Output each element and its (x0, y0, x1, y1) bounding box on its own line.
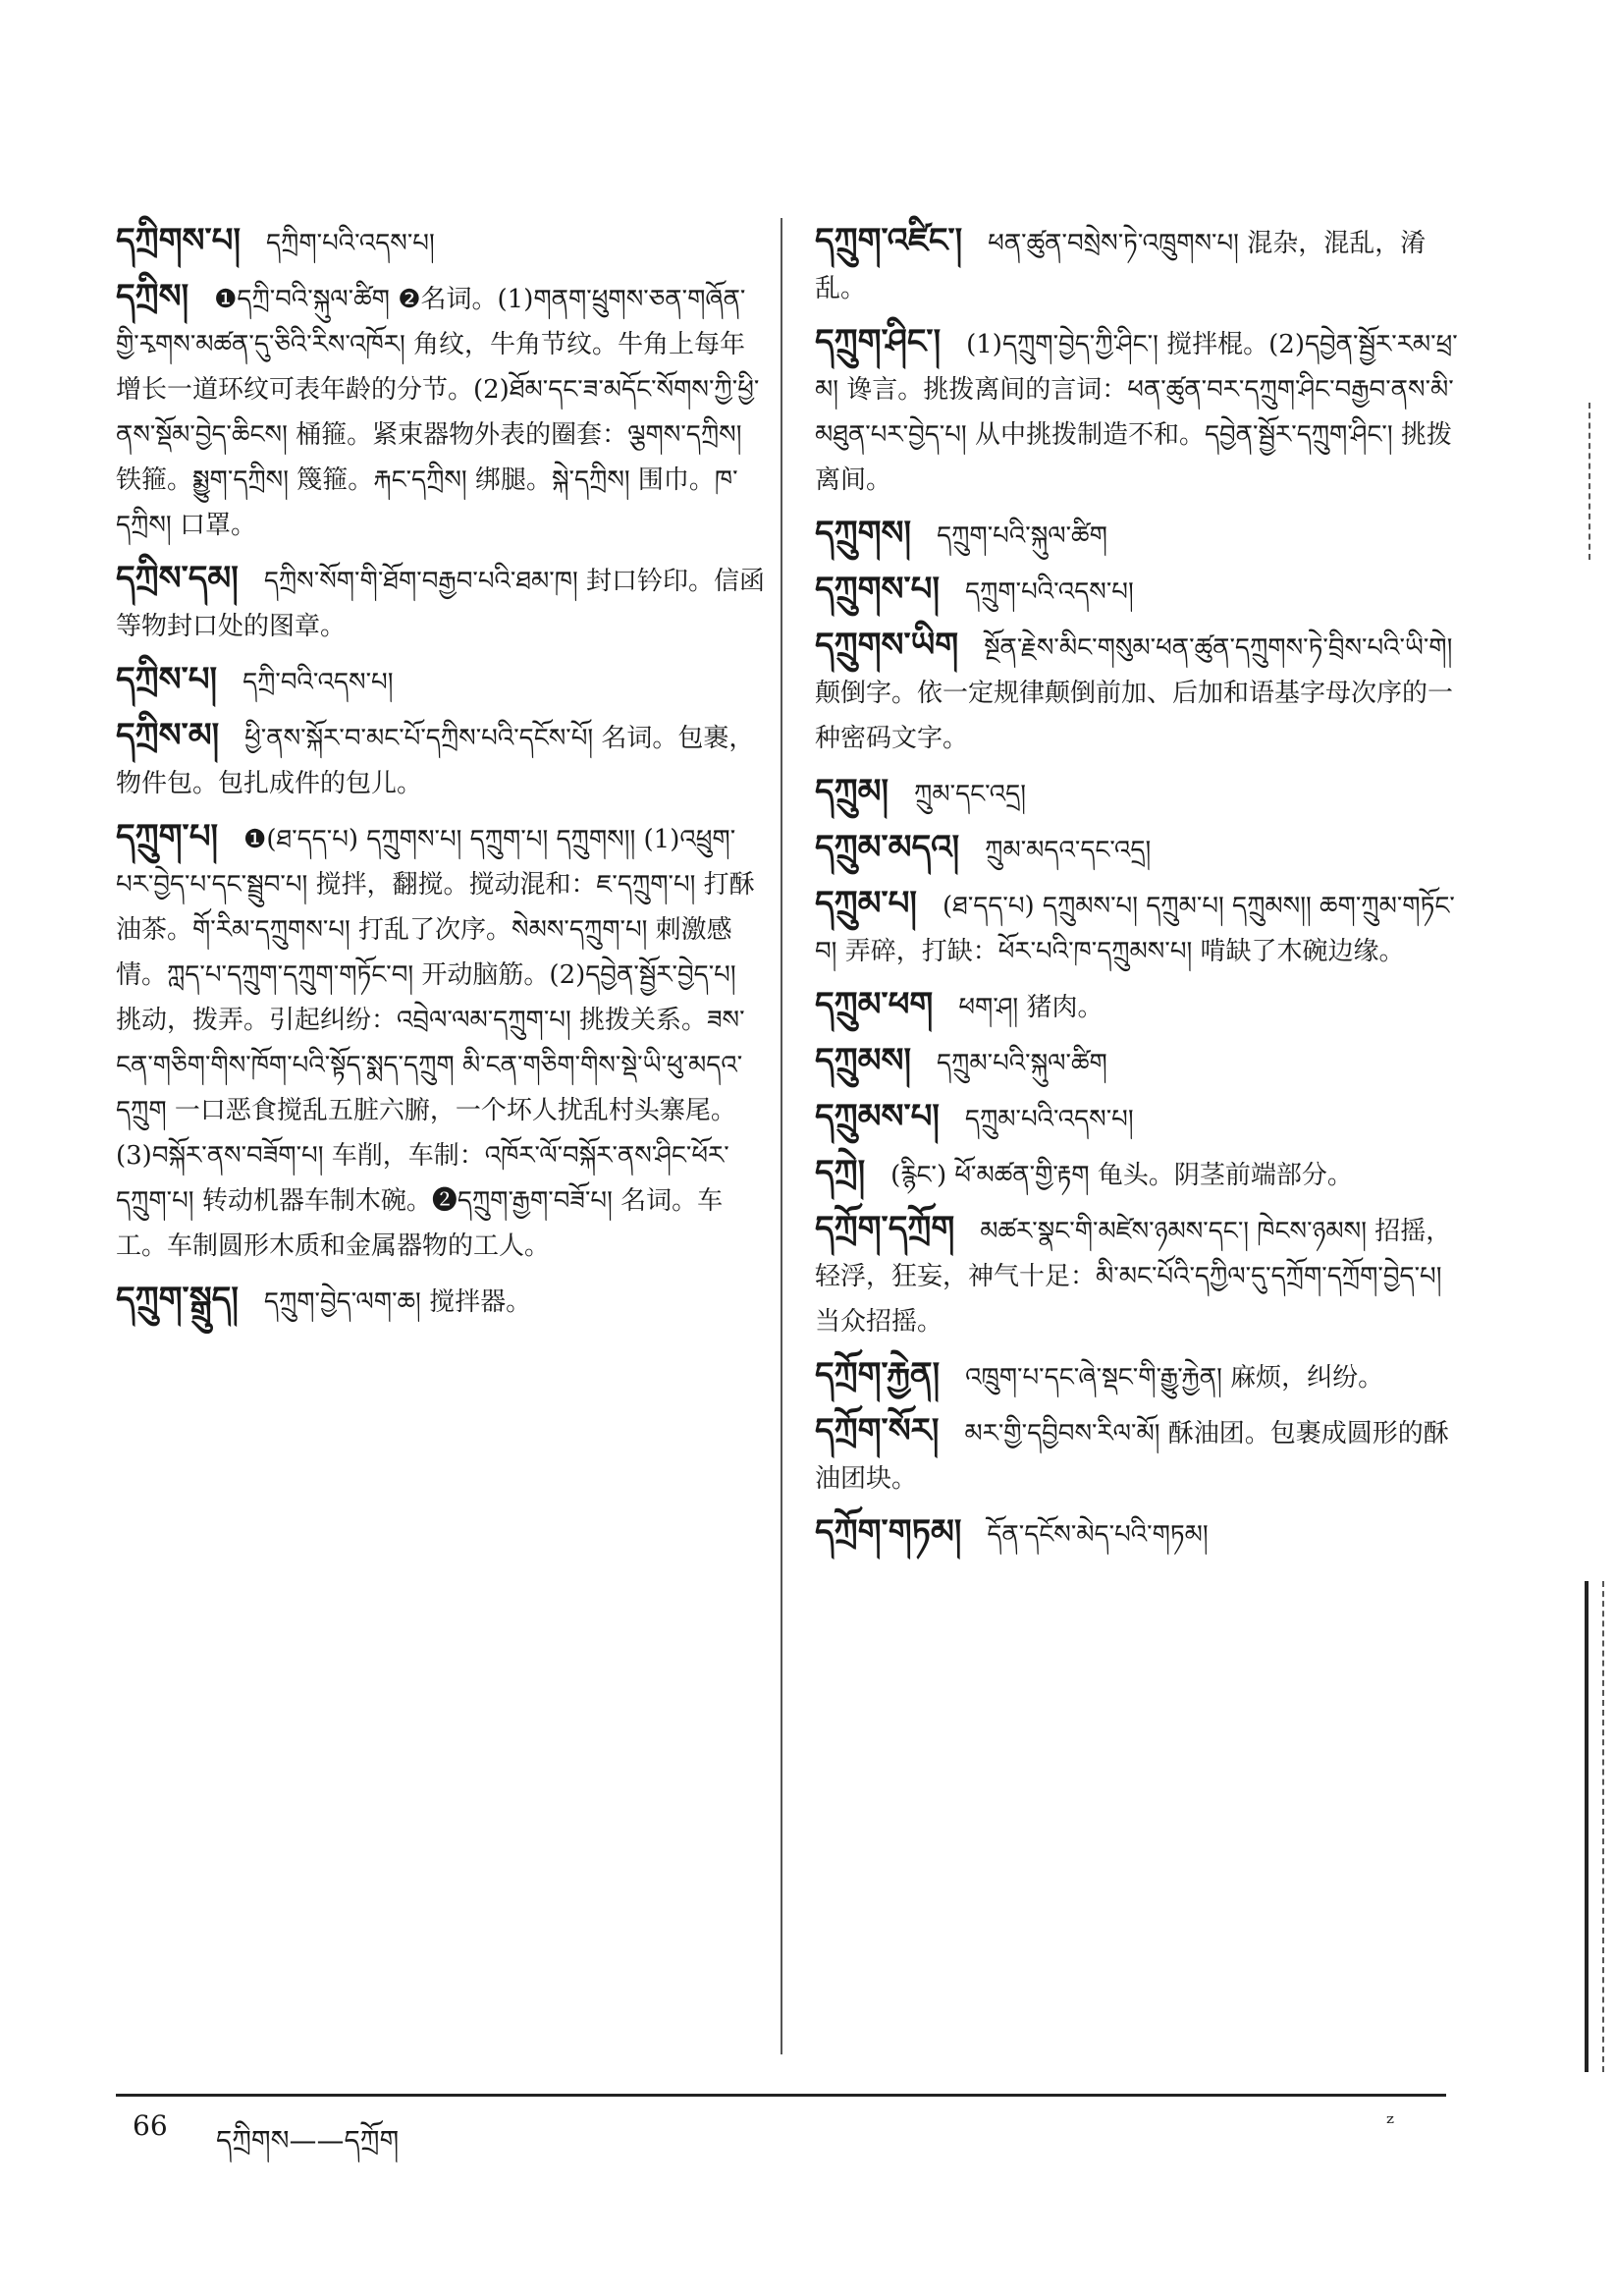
dictionary-entry (116, 814, 769, 1269)
entry-headword: དཀྲུམ་ཕག (815, 985, 934, 1024)
entry-definition: (1)དཀྲུག་བྱེད་ཀྱི་ཤིང་། 搅拌棍。(2)དབྱེན་སྦྱོར་རམ་ཕྲ་མ། 谗言。挑拨离间的言词：ཕན་ཚུན་བར་དཀྲུག་ཤིང་བརྒྱབ་ནས་མི་མཐུན་པར་བྱེད་པ། 从中挑拨制造不和。དབྱེན་སྦྱོར་དཀྲུག་ཤིང་། 挑拨离间。 (815, 330, 1458, 495)
entry-headword: དཀྲུགས་ཡིག (815, 626, 959, 665)
entry-definition: ཕན་ཚུན་བསྲེས་ཏེ་འཁྲུགས་པ། 混杂，混乱，淆乱。 (815, 229, 1427, 303)
entry-definition: དོན་དངོས་མེད་པའི་གཏམ། (987, 1520, 1209, 1550)
dictionary-entry (815, 1094, 1465, 1142)
dictionary-entry (116, 1277, 769, 1325)
dictionary-entry (815, 881, 1465, 974)
entry-definition: དཀྲུམ་པའི་སྐུལ་ཚིག (937, 1049, 1107, 1078)
dictionary-entry (116, 274, 769, 548)
footer-rule (116, 2094, 1446, 2097)
signature-mark: ᶻ (1386, 2109, 1394, 2137)
entry-headword: དཀྲུག་འཛིང་། (815, 221, 963, 260)
entry-headword: དཀྲིས། (116, 277, 189, 316)
dictionary-entry (815, 825, 1465, 873)
entry-headword: དཀྲུགས་པ། (815, 570, 940, 609)
column-divider (781, 218, 782, 2054)
entry-definition: དཀྲུག་བྱེད་ལག་ཆ། 搅拌器。 (263, 1287, 532, 1317)
entry-definition: དཀྲིས་སོག་གི་ཐོག་བརྒྱབ་པའི་ཐམ་ཁ། 封口钤印。信函等物封口处的图章。 (116, 567, 765, 641)
scan-edge-mark (1585, 1581, 1604, 2072)
entry-definition: ཕག་ཤ། 猪肉。 (958, 993, 1104, 1022)
right-column (815, 218, 1465, 1565)
dictionary-entry (815, 511, 1465, 559)
left-column (116, 218, 769, 1333)
dictionary-entry (815, 218, 1465, 311)
entry-headword: དཀྲུམས་པ། (815, 1097, 940, 1136)
dictionary-entry (116, 713, 769, 806)
entry-definition: ཀྲུམ་དང་འདྲ། (914, 780, 1027, 809)
entry-definition: དཀྲུག་པའི་འདས་པ། (965, 577, 1134, 607)
entry-definition: དཀྲུམ་པའི་འདས་པ། (964, 1105, 1134, 1134)
entry-definition: ❶(ཐ་དད་པ) དཀྲུགས་པ། དཀྲུག་པ། དཀྲུགས།། (1)འཕྲུག་པར་བྱེད་པ་དང་སྦྲུབ་པ། 搅拌，翻搅。搅动混和：ཇ་དཀྲུག་པ། 打酥油茶。གོ་རིམ་དཀྲུགས་པ། 打乱了次序。སེམས་དཀྲུག་པ། 刺激感情。ཀླད་པ་དཀྲུག་དཀྲུག་གཏོང་བ། 开动脑筋。(2)དབྱེན་སྦྱོར་བྱེད་པ། 挑动，拨弄。引起纠纷：འབྲེལ་ལམ་དཀྲུག་པ། 挑拨关系。ཟས་ངན་གཅིག་གིས་ཁོག་པའི་སྟོད་སྨད་དཀྲུག མི་ངན་གཅིག་གིས་སྡེ་ཡི་ཕུ་མདའ་དཀྲུག 一口恶食搅乱五脏六腑，一个坏人扰乱村头寨尾。(3)བསྐོར་ནས་བཟོག་པ། 车削，车制：འཁོར་ལོ་བསྐོར་ནས་ཤིང་ཕོར་དཀྲུག་པ། 转动机器车制木碗。❷དཀྲུག་རྒྱག་བཟོ་པ། 名词。车工。车制圆形木质和金属器物的工人。 (116, 825, 755, 1261)
entry-definition: ❶དཀྲི་བའི་སྐུལ་ཚིག ❷名词。(1)གནག་ཕྲུགས་ཅན་གཞོན་གྱི་རྭགས་མཚན་དུ་ཅིའི་རིས་འཁོར། 角纹，牛角节纹。牛角上每年增长一道环纹可表年龄的分节。(2)ཐོམ་དང་ཟ་མདོང་སོགས་ཀྱི་ཕྱི་ནས་སྡོམ་བྱེད་ཆིངས། 桶箍。紧束器物外表的圈套：ལྕགས་དཀྲིས། 铁箍。སྨྱུག་དཀྲིས། 篾箍。རྐང་དཀྲིས། 绑腿。སྐེ་དཀྲིས། 围巾。ཁ་དཀྲིས། 口罩。 (116, 285, 760, 540)
entry-definition: ཕྱི་ནས་སྐོར་བ་མང་པོ་དཀྲིས་པའི་དངོས་པོ། 名词。包裹，物件包。包扎成件的包儿。 (116, 724, 755, 798)
entry-headword: དཀྲོག་སོར། (815, 1411, 940, 1450)
entry-headword: དཀྲུམ་མདའ། (815, 828, 960, 867)
entry-headword: དཀྲིས་པ། (116, 660, 218, 699)
dictionary-entry (116, 218, 769, 266)
entry-headword: དཀྲུམ་པ། (815, 884, 917, 923)
entry-headword: དཀྲུགས། (815, 514, 912, 553)
entry-headword: དཀྲོག་རྐྱེན། (815, 1355, 941, 1394)
dictionary-entry (815, 1352, 1465, 1400)
entry-definition: སྔོན་རྗེས་མིང་གསུམ་ཕན་ཚུན་དཀྲུགས་ཏེ་བྲིས་པའི་ཡི་གེ། 颠倒字。依一定规律颠倒前加、后加和语基字母次序的一种密码文字。 (815, 633, 1454, 753)
dictionary-entry (815, 982, 1465, 1030)
dictionary-entry (815, 1206, 1465, 1344)
scan-edge-mark (1589, 403, 1604, 560)
entry-headword: དཀྲུམ། (815, 772, 889, 811)
entry-headword: དཀྲུག་སྒྲུད། (116, 1280, 239, 1319)
entry-definition: ཀྲུམ་མདའ་དང་འདྲ། (985, 836, 1152, 865)
entry-headword: དཀྲུམས། (815, 1041, 911, 1080)
entry-definition: (རྙིང་) ཕོ་མཚན་གྱི་རྟག 龟头。阴茎前端部分。 (890, 1161, 1353, 1190)
entry-definition: དཀྲི་བའི་འདས་པ། (242, 668, 394, 697)
entry-definition: དཀྲུག་པའི་སྐུལ་ཚིག (937, 521, 1107, 551)
dictionary-entry (815, 623, 1465, 761)
entry-headword: དཀྲིས་དམ། (116, 559, 239, 598)
entry-definition: དཀྲིག་པའི་འདས་པ། (266, 229, 435, 258)
entry-headword: དཀྲུག་པ། (116, 817, 219, 856)
dictionary-entry (116, 657, 769, 705)
entry-headword: དཀྲིགས་པ། (116, 221, 241, 260)
dictionary-entry (815, 769, 1465, 817)
entry-definition: (ཐ་དད་པ) དཀྲུམས་པ། དཀྲུམ་པ། དཀྲུམས།། ཆག་ཀྲུམ་གཏོང་བ། 弄碎，打缺：ཕོར་པའི་ཁ་དཀྲུམས་པ། 啃缺了木碗边缘。 (815, 892, 1455, 966)
dictionary-entry (815, 1038, 1465, 1086)
entry-headword: དཀྲོག་དཀྲོག (815, 1209, 955, 1248)
dictionary-entry (815, 1408, 1465, 1502)
entry-headword: དཀྲུག་ཤིང་། (815, 322, 942, 361)
entry-definition: མར་གྱི་དབྱིབས་རིལ་མོ། 酥油团。包裹成圆形的酥油团块。 (815, 1419, 1449, 1494)
running-head: དཀྲིགས——དཀྲོག (216, 2124, 400, 2157)
entry-headword: དཀྲིས་མ། (116, 716, 220, 755)
dictionary-entry (116, 556, 769, 649)
dictionary-entry (815, 567, 1465, 615)
dictionary-entry (815, 319, 1465, 503)
entry-headword: དཀྲེ། (815, 1153, 866, 1192)
entry-headword: དཀྲོག་གཏམ། (815, 1512, 962, 1552)
dictionary-entry (815, 1150, 1465, 1198)
dictionary-entry (815, 1509, 1465, 1558)
page-number: 66 (133, 2109, 168, 2142)
entry-definition: མཚར་སྣང་གི་མཛེས་ཉམས་དང་། ཁེངས་ཉམས། 招摇，轻浮，狂妄，神气十足：མི་མང་པོའི་དཀྱིལ་དུ་དཀྲོག་དཀྲོག་བྱེད་པ། 当众招摇。 (815, 1217, 1452, 1337)
entry-definition: འཁྲུག་པ་དང་ཞེ་སྡང་གི་རྒྱུ་རྐྱེན། 麻烦，纠纷。 (965, 1363, 1384, 1393)
